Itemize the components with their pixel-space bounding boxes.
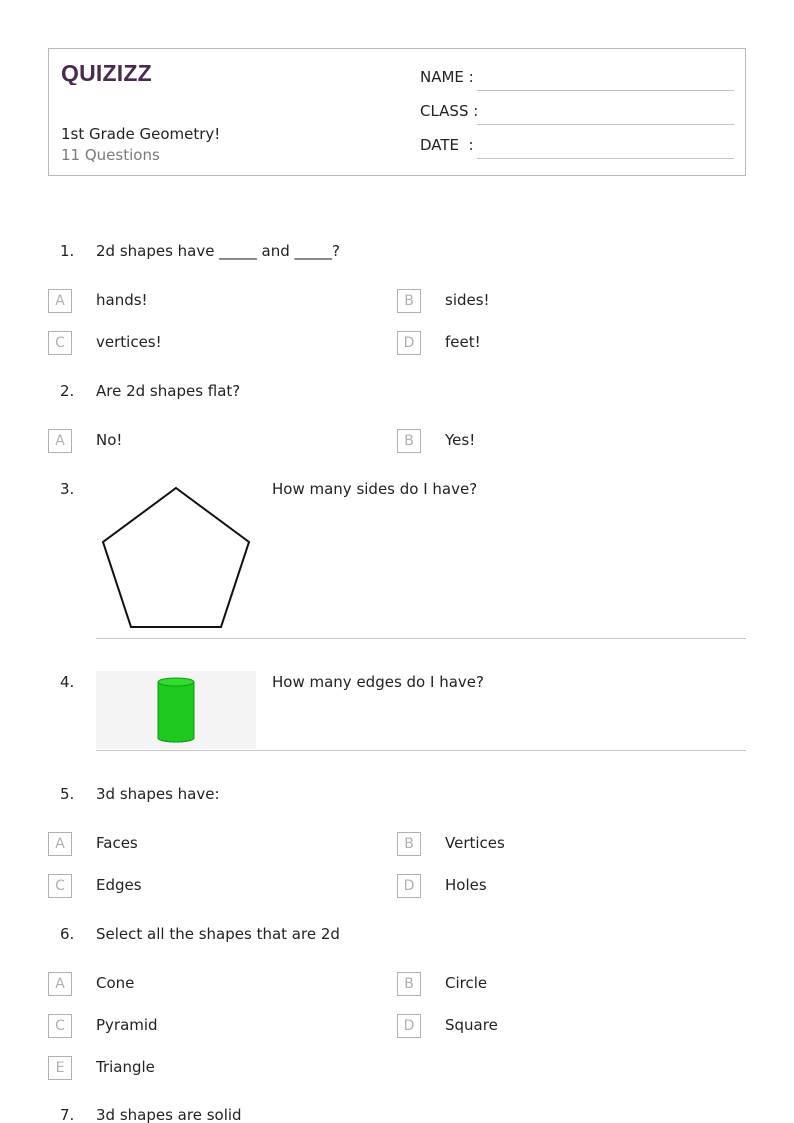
- answer-line: [96, 638, 746, 639]
- date-line[interactable]: [477, 158, 734, 159]
- option-letter-box[interactable]: A: [48, 972, 72, 996]
- option-letter-box[interactable]: B: [397, 429, 421, 453]
- svg-text:QUIZIZZ: QUIZIZZ: [61, 60, 152, 85]
- class-label: CLASS :: [420, 102, 479, 120]
- date-field[interactable]: [420, 136, 734, 160]
- option-letter-box[interactable]: D: [397, 874, 421, 898]
- option-letter-box[interactable]: B: [397, 289, 421, 313]
- cylinder-icon: [156, 677, 196, 743]
- option-text: vertices!: [96, 333, 162, 351]
- option-letter-box[interactable]: A: [48, 289, 72, 313]
- question-2-number: 2.: [60, 382, 75, 400]
- worksheet-header: [48, 48, 746, 176]
- class-line[interactable]: [477, 124, 734, 125]
- class-field[interactable]: [420, 102, 734, 126]
- question-7-number: 7.: [60, 1106, 75, 1123]
- option-letter-box[interactable]: A: [48, 832, 72, 856]
- question-4-text: How many edges do I have?: [272, 673, 484, 691]
- answer-line: [96, 750, 746, 751]
- question-6-text: Select all the shapes that are 2d: [96, 925, 340, 943]
- option-letter-box[interactable]: D: [397, 331, 421, 355]
- question-2-text: Are 2d shapes flat?: [96, 382, 241, 400]
- option-text: Faces: [96, 834, 138, 852]
- question-5-number: 5.: [60, 785, 75, 803]
- option-text: hands!: [96, 291, 148, 309]
- date-label: DATE :: [420, 136, 474, 154]
- option-text: Vertices: [445, 834, 505, 852]
- question-3-number: 3.: [60, 480, 75, 498]
- name-line[interactable]: [477, 90, 734, 91]
- cylinder-image: [96, 671, 256, 749]
- option-text: Edges: [96, 876, 142, 894]
- option-letter-box[interactable]: C: [48, 1014, 72, 1038]
- pentagon-image: [96, 482, 256, 634]
- option-letter-box[interactable]: B: [397, 832, 421, 856]
- question-3-text: How many sides do I have?: [272, 480, 478, 498]
- option-letter-box[interactable]: C: [48, 331, 72, 355]
- quizizz-logo: [61, 59, 153, 85]
- option-text: Circle: [445, 974, 488, 992]
- worksheet-title: 1st Grade Geometry!: [61, 125, 221, 143]
- option-letter-box[interactable]: A: [48, 429, 72, 453]
- name-label: NAME :: [420, 68, 474, 86]
- option-text: Triangle: [96, 1058, 155, 1076]
- option-letter-box[interactable]: E: [48, 1056, 72, 1080]
- option-text: No!: [96, 431, 123, 449]
- option-text: Square: [445, 1016, 498, 1034]
- question-1-text: 2d shapes have _____ and _____?: [96, 242, 340, 260]
- option-text: Holes: [445, 876, 487, 894]
- option-letter-box[interactable]: D: [397, 1014, 421, 1038]
- question-5-text: 3d shapes have:: [96, 785, 220, 803]
- option-text: Yes!: [445, 431, 476, 449]
- question-4-number: 4.: [60, 673, 75, 691]
- question-7-text: 3d shapes are solid: [96, 1106, 242, 1123]
- option-text: Cone: [96, 974, 135, 992]
- question-1-number: 1.: [60, 242, 75, 260]
- name-field[interactable]: [420, 68, 734, 92]
- option-letter-box[interactable]: B: [397, 972, 421, 996]
- option-letter-box[interactable]: C: [48, 874, 72, 898]
- option-text: feet!: [445, 333, 481, 351]
- question-count: 11 Questions: [61, 146, 160, 164]
- question-6-number: 6.: [60, 925, 75, 943]
- option-text: Pyramid: [96, 1016, 158, 1034]
- option-text: sides!: [445, 291, 490, 309]
